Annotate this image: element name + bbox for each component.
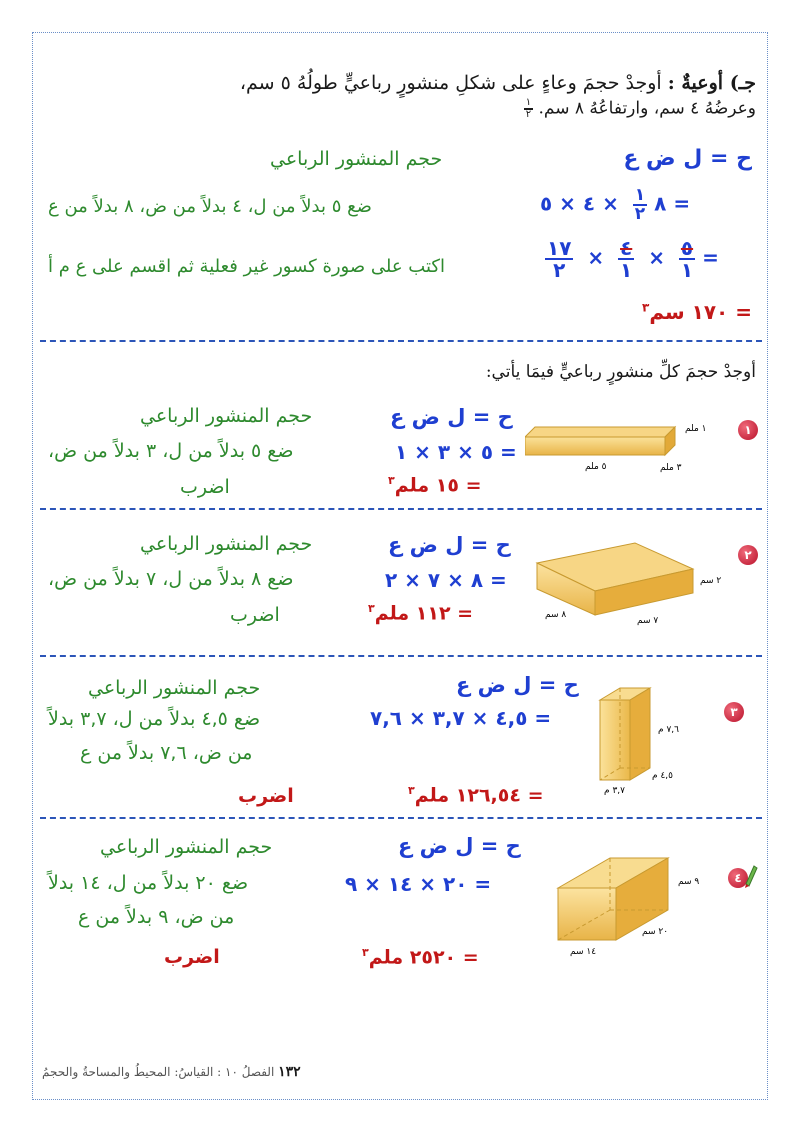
section-title: حجم المنشور الرباعي [270,148,443,170]
step2-note: اكتب على صورة كسور غير فعلية ثم اقسم على ع م أ [48,256,445,277]
exercise-number-badge: ٣ [724,702,744,722]
exercise-note: ضع ٢٠ بدلاً من ل، ١٤ بدلاً [48,872,249,894]
exercise-note-2: اضرب [180,476,230,498]
page-number: ١٣٢ [278,1064,301,1080]
step1-note: ضع ٥ بدلاً من ل، ٤ بدلاً من ض، ٨ بدلاً من ع [48,196,372,217]
dim-label: ١٤ سم [570,947,597,957]
exercise-result: = ١١٢ ملم$^٣$ [368,602,474,625]
exercise-substitution: = ٢٠ × ١٤ × ٩ [345,872,492,896]
step1-math: ٨ $\frac{١}{٢}$ × ٤ × ٥ = [540,185,691,224]
exercise-title: حجم المنشور الرباعي [100,836,273,858]
problem-line-1 [240,72,756,94]
prism-figure-1 [525,415,725,475]
problem-text-2: وعرضُهُ ٤ سم، وارتفاعُهُ ٨ سم. [538,98,756,119]
example-result: = ١٧٠ سم$^٣$ [641,300,752,324]
exercise-result: = ١٥ ملم$^٣$ [388,474,482,497]
exercise-number-badge: ٤ [728,868,748,888]
problem-line-2 [524,98,756,120]
dim-label: ٥ ملم [585,462,607,472]
pencil-icon [742,864,758,888]
divider [40,655,762,657]
dim-label: ٣ ملم [660,463,682,473]
exercise-note: ضع ٨ بدلاً من ل، ٧ بدلاً من ض، [48,568,294,590]
problem-text-1: أوجدْ حجمَ وعاءٍ على شكلِ منشورٍ رباعيٍّ طولُهُ ٥ سم، [239,72,662,94]
exercise-substitution: = ٥ × ٣ × ١ [395,440,517,464]
exercise-note-2: اضرب [230,604,280,626]
footer [42,1064,301,1080]
formula: ح = ل ض ع [623,146,752,171]
exercise-formula: ح = ل ض ع [456,673,579,697]
exercise-note-3: اضرب [238,785,294,807]
exercises-title: أوجدْ حجمَ كلِّ منشورٍ رباعيٍّ فيمَا يأتي: [485,362,756,382]
prism-figure-2 [525,535,735,630]
dim-label: ٤,٥ م [652,771,673,781]
exercise-result: = ١٢٦,٥٤ ملم$^٣$ [408,784,544,807]
dim-label: ٩ سم [678,877,700,887]
exercise-note-2: من ض، ٩ بدلاً من ع [78,906,235,928]
dim-label: ٨ سم [545,610,567,620]
exercise-number-badge: ١ [738,420,758,440]
exercise-substitution: = ٨ × ٧ × ٢ [385,568,507,592]
prism-figure-4 [550,848,735,958]
dim-label: ٣,٧ م [604,786,625,796]
divider [40,817,762,819]
prism-figure-3 [592,680,712,800]
step2-fraction-3: $\frac{٥}{١}$ [680,236,694,282]
exercise-result: = ٢٥٢٠ ملم$^٣$ [362,946,479,969]
exercise-formula: ح = ل ض ع [388,533,511,557]
example-label: جـ) أوعيةٌ : [667,72,756,94]
exercise-note: ضع ٤,٥ بدلاً من ل، ٣,٧ بدلاً [48,708,261,730]
chapter-title: الفصلُ ١٠ : القياسُ: المحيطُ والمساحةُ والحجمُ [42,1065,275,1079]
divider [40,508,762,510]
exercise-note: ضع ٥ بدلاً من ل، ٣ بدلاً من ض، [48,440,294,462]
step2-math: $\frac{١٧}{٢}$ × $\frac{٤}{١}$ × $\frac{٥}{١}$ = [547,236,719,282]
exercise-title: حجم المنشور الرباعي [140,533,313,555]
exercise-note-3: اضرب [164,946,220,968]
dim-label: ٢٠ سم [642,927,669,937]
step2-fraction-2: $\frac{٤}{١}$ [620,236,633,282]
exercise-formula: ح = ل ض ع [390,405,513,429]
dim-label: ٧,٦ م [658,725,679,735]
exercise-title: حجم المنشور الرباعي [140,405,313,427]
problem-fraction: $\frac{١}{٢}$ [525,97,532,120]
exercise-note-2: من ض، ٧,٦ بدلاً من ع [80,742,253,764]
exercise-number-badge: ٢ [738,545,758,565]
divider [40,340,762,342]
dim-label: ٧ سم [637,616,659,626]
exercise-formula: ح = ل ض ع [398,834,521,858]
dim-label: ٢ سم [700,576,722,586]
dim-label: ١ ملم [685,424,707,434]
exercise-substitution: = ٤,٥ × ٣,٧ × ٧,٦ [370,706,552,730]
exercise-title: حجم المنشور الرباعي [88,677,261,699]
step1-fraction: $\frac{١}{٢}$ [634,185,646,224]
step2-fraction-1: $\frac{١٧}{٢}$ [547,236,572,282]
